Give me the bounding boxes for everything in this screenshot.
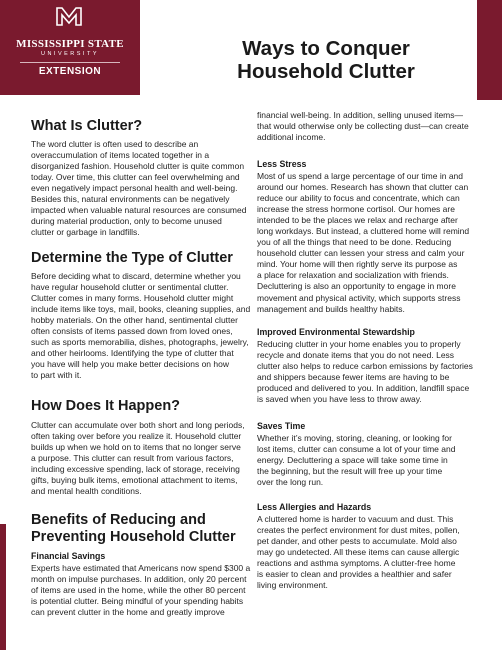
text-line: household clutter can lessen your stress and calm your [257,248,465,259]
heading-line: Benefits of Reducing and [31,512,206,528]
text-line: overaccumulation of items located together in a [31,150,210,161]
text-line: builds up when we hold on to items that no longer serve [31,442,241,453]
header-accent-bar [477,0,502,100]
text-line: to part with it. [31,370,82,381]
text-line: The word clutter is often used to describe an [31,139,199,149]
text-line: Whether it’s moving, storing, cleaning, or looking for [257,433,452,443]
subheading-less-stress: Less Stress [257,159,307,169]
text-line: that would otherwise only be collecting dust—can create [257,121,469,132]
text-line: pet dander, and other pests to accumulate. Mold also [257,536,457,547]
footer-accent-strip [0,524,6,650]
section-heading-benefits [31,512,253,546]
text-line: can prevent clutter in the home and greatly improve [31,607,225,618]
text-line: Most of us spend a large percentage of our time in and [257,171,464,181]
text-line: and shippers because fewer items are having to be [257,372,450,383]
paragraph-environmental-stewardship [257,339,477,405]
text-line: clutter or garbage in landfills. [31,227,140,238]
section-heading-type-of-clutter: Determine the Type of Clutter [31,250,233,266]
logo-university-sub: UNIVERSITY [40,51,99,57]
text-line: living environment. [257,580,328,591]
text-line: intended to be the places we relax and recharge after [257,215,458,226]
text-line: movement and physical activity, which supports stress [257,292,461,303]
subheading-less-allergies: Less Allergies and Hazards [257,502,372,512]
text-line: recycle and donate items that you do not need. Less [257,350,455,361]
paragraph-type-of-clutter [31,271,253,381]
text-line: Decluttering is also an opportunity to engage in more [257,281,456,292]
subheading-environmental-stewardship: Improved Environmental Stewardship [257,327,415,337]
text-line: the beginning, but the result will free up your time [257,466,443,477]
text-line: reduce our ability to focus and concentrate, which can [257,193,460,204]
text-line: is saved when you have less to throw away. [257,394,422,405]
paragraph-how-it-happens [31,420,253,497]
text-line: month on impulse purchases. In addition, only 20 percent [31,574,247,585]
text-line: gifts, buying bulk items, emotional attachment to items, [31,475,238,486]
text-line: of items are used in the home, while the other 80 percent [31,585,246,596]
text-line: clutter also helps to reduce carbon emissions by factories [257,361,473,372]
text-line: creates the perfect environment for dust mites, pollen, [257,525,460,536]
paragraph-less-stress [257,171,477,315]
text-line: Reducing clutter in your home enables you to properly [257,339,461,349]
text-line: often taking over before you realize it. Household clutter [31,431,242,442]
text-line: include items like toys, mail, books, cleaning supplies, and [31,304,251,315]
text-line: long workdays. But instead, a cluttered home will remind [257,226,470,237]
text-line: and other heirlooms. Identifying the type of clutter that [31,348,234,359]
text-line: such as sports memorabilia, dishes, photographs, jewelry, [31,337,249,348]
paragraph-financial-continued [257,110,477,143]
text-line: over the long run. [257,477,324,488]
text-line: reactions and asthma symptoms. A clutter-free home [257,558,456,569]
paragraph-what-is-clutter [31,139,253,238]
text-line: often consists of items passed down from loved ones, [31,326,233,337]
text-line: have regular household clutter or sentimental clutter. [31,282,229,293]
text-line: energy. Decluttering a space will take some time in [257,455,448,466]
section-heading-what-is-clutter: What Is Clutter? [31,118,143,134]
text-line: Clutter can accumulate over both short and long periods, [31,420,245,430]
text-line: may go undetected. All these items can cause allergic [257,547,460,558]
page-title-line1: Ways to Conquer [242,37,410,60]
text-line: during material production, only to become unused [31,216,222,227]
text-line: additional income. [257,132,326,143]
logo-extension: EXTENSION [38,66,102,77]
text-line: you have will help you make better decisions on how [31,359,229,370]
paragraph-saves-time [257,433,477,488]
text-line: is easier to clean and provides a healthier and safer [257,569,452,580]
subheading-financial-savings: Financial Savings [31,551,106,561]
text-line: hobby materials. On the other hand, sentimental clutter [31,315,238,326]
state-seal-m-icon [56,6,82,26]
heading-line: Preventing Household Clutter [31,529,236,545]
text-line: produced and delivered to you. In addition, landfill space [257,383,470,394]
text-line: you of all the things that need to be done. Reducing [257,237,452,248]
logo-university-name: MISSISSIPPI STATE [16,38,124,50]
text-line: financial well-being. In addition, selling unused items— [257,110,464,120]
text-line: including excessive spending, lack of storage, receiving [31,464,240,475]
extension-logo [0,0,140,95]
text-line: management and builds healthy habits. [257,303,405,314]
section-heading-how-it-happens: How Does It Happen? [31,398,181,414]
text-line: a purpose. This clutter can result from various factors, [31,453,234,464]
text-line: around our homes. Research has shown that clutter can [257,182,469,193]
text-line: even negatively impact personal health and well-being. [31,183,238,194]
text-line: Experts have estimated that Americans now spend $300 a [31,563,251,573]
logo-divider [20,62,120,63]
text-line: Before deciding what to discard, determine whether you [31,271,241,281]
subheading-saves-time: Saves Time [257,421,306,431]
text-line: Clutter comes in many forms. Household clutter might [31,293,234,304]
text-line: mind. Your home will then rightly serve its purpose as [257,259,458,270]
page-title-line2: Household Clutter [237,60,415,83]
text-line: disorganized fashion. Household clutter is quite common [31,161,245,172]
text-line: Besides this, natural environments can be negatively [31,194,230,205]
text-line: today. Over time, this clutter can feel overwhelming and [31,172,240,183]
text-line: lost items, clutter can consume a lot of your time and [257,444,456,455]
text-line: increase the stress hormone cortisol. Our homes are [257,204,455,215]
text-line: a place for relaxation and socialization with friends. [257,270,449,281]
paragraph-financial-savings [31,563,253,618]
text-line: impacted when valuable natural resources are consumed [31,205,247,216]
paragraph-less-allergies [257,514,477,591]
page-title [196,37,456,83]
text-line: A cluttered home is harder to vacuum and dust. This [257,514,454,524]
text-line: and mental health conditions. [31,486,142,497]
text-line: is potential clutter. Being mindful of your spending habits [31,596,244,607]
